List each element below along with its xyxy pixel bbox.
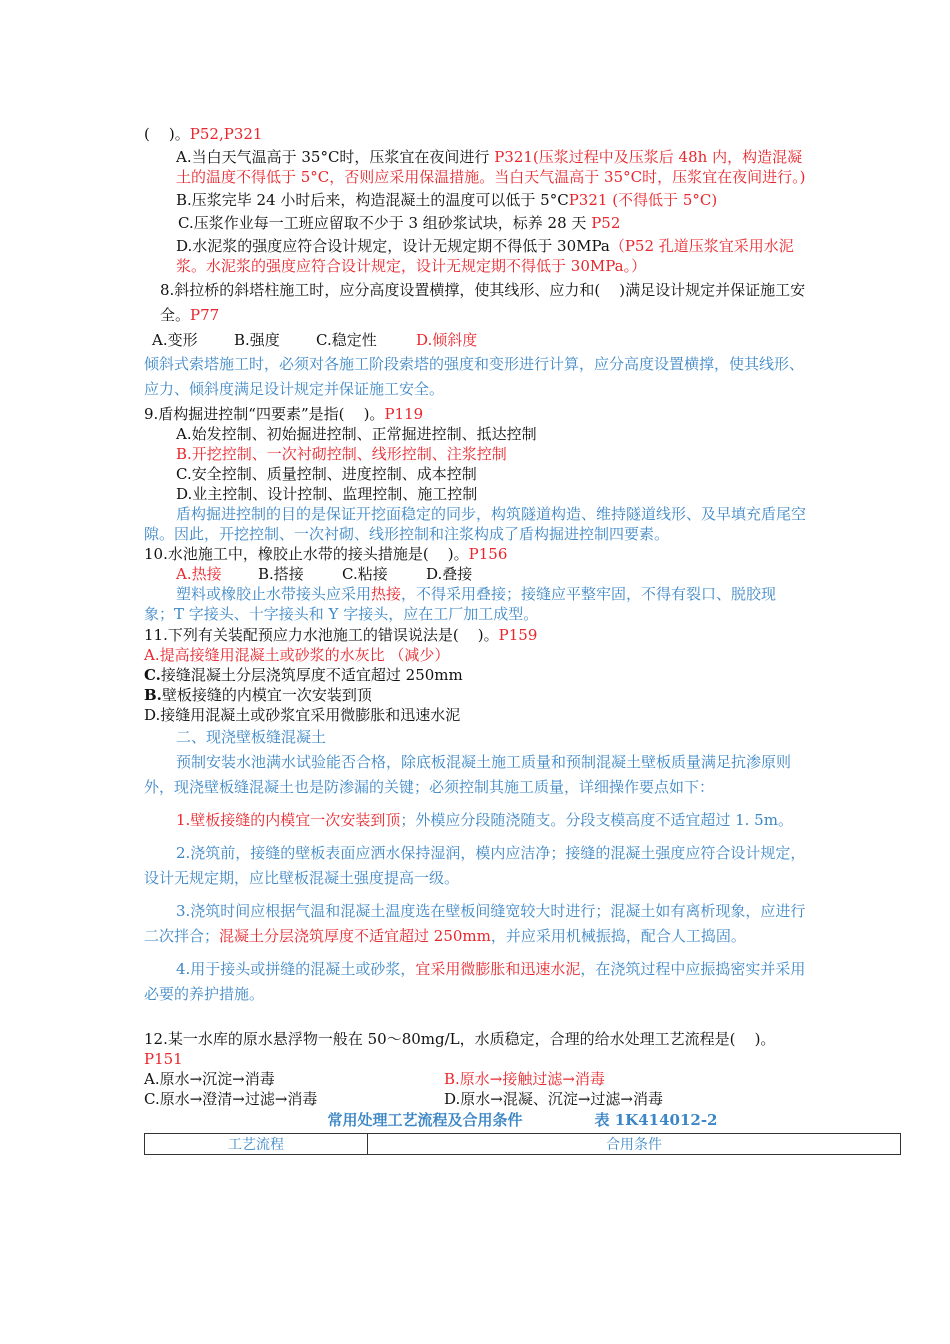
q8-option-c: C.稳定性 <box>316 331 377 349</box>
q11-ref: P159 <box>498 626 538 644</box>
q7-lead-ref: P52,P321 <box>189 125 263 143</box>
table-header-process: 工艺流程 <box>145 1134 368 1155</box>
q9-option-d: D.业主控制、设计控制、监理控制、施工控制 <box>176 485 478 503</box>
q10-explanation-part2: ，不得采用叠接；接缝应平整牢固，不得有裂口、脱胶现象；T 字接头、十字接头和 Y 字接头，应在工厂加工成型。 <box>144 585 777 623</box>
q8-option-a: A.变形 <box>152 331 198 349</box>
q7-option-b-note: P321 (不得低于 5°C) <box>568 191 718 209</box>
q9-ref: P119 <box>384 405 424 423</box>
table-caption-number: 表 1K414012-2 <box>594 1111 718 1129</box>
q11-option-c <box>144 665 806 685</box>
q10-option-d: D.叠接 <box>426 565 473 583</box>
q7-lead-text: ( )。 <box>144 125 190 143</box>
q12-options-row-2 <box>144 1089 806 1109</box>
q8-explanation: 倾斜式索塔施工时，必须对各施工阶段索塔的强度和变形进行计算，应分高度设置横撑，使其线形、应力、倾斜度满足设计规定并保证施工安全。 <box>144 355 805 398</box>
q8-stem <box>144 278 806 328</box>
section-point-4-text-b: ，在浇筑过程中应振捣密实并采用必要的养护措施。 <box>144 960 806 1003</box>
q10-stem-text: 10.水池施工中，橡胶止水带的接头措施是( )。 <box>144 545 469 563</box>
q10-options <box>144 564 806 584</box>
q11-option-b-text: 壁板接缝的内模宜一次安装到顶 <box>161 686 372 704</box>
q9-stem <box>144 404 806 424</box>
q10-stem <box>144 544 806 564</box>
q12-ref: P151 <box>144 1050 183 1068</box>
q10-explanation-highlight: 热接 <box>371 585 402 603</box>
document-page <box>144 124 806 1155</box>
section-point-1-highlight: 1.壁板接缝的内模宜一次安装到顶 <box>176 811 401 829</box>
section-point-3-text-b: ，并应采用机械振捣，配合人工捣固。 <box>490 927 746 945</box>
q11-option-c-letter: C. <box>144 666 161 684</box>
q7-option-a <box>144 147 806 187</box>
q7-option-d <box>144 236 806 276</box>
section-point-3 <box>144 899 806 949</box>
q7-option-a-note: P321(压浆过程中及压浆后 48h 内，构造混凝土的温度不得低于 5°C，否则应采用保温措施。当白天气温高于 35°C时，压浆宜在夜间进行。) <box>176 148 806 186</box>
section-heading: 二、现浇壁板缝混凝土 <box>176 728 327 746</box>
section-intro: 预制安装水池满水试验能否合格，除底板混凝土施工质量和预制混凝土壁板质量满足抗渗原则外，现浇壁板缝混凝土也是防渗漏的关键；必须控制其施工质量，详细操作要点如下： <box>144 753 792 796</box>
section-point-4-text-a: 4.用于接头或拼缝的混凝土或砂浆， <box>176 960 416 978</box>
q7-option-b-text: B.压浆完毕 24 小时后来，构造混凝土的温度可以低于 5°C <box>176 191 569 209</box>
q10-option-a: A.热接 <box>176 565 222 583</box>
q12-option-c: C.原水→澄清→过滤→消毒 <box>144 1090 318 1108</box>
q12-option-d: D.原水→混凝、沉淀→过滤→消毒 <box>444 1090 663 1108</box>
q12-stem-text: 12.某一水库的原水悬浮物一般在 50～80mg/L，水质稳定，合理的给水处理工艺流程是( )。 <box>144 1030 776 1048</box>
section-point-1 <box>144 808 806 833</box>
q7-option-c-text: C.压浆作业每一工班应留取不少于 3 组砂浆试块，标养 28 天 <box>178 214 592 232</box>
q11-option-b <box>144 685 806 705</box>
q7-lead <box>144 124 806 144</box>
q8-stem-text: 8.斜拉桥的斜塔柱施工时，应分高度设置横撑，使其线形、应力和( )满足设计规定并保证施工安全。 <box>160 281 806 324</box>
q8-ref: P77 <box>190 306 220 324</box>
q10-explanation-part1: 塑料或橡胶止水带接头应采用 <box>176 585 372 603</box>
q11-option-a: A.提高接缝用混凝土或砂浆的水灰比 （减少） <box>144 646 450 664</box>
q11-option-b-letter: B. <box>144 686 162 704</box>
q9-stem-text: 9.盾构掘进控制“四要素”是指( )。 <box>144 405 385 423</box>
q7-option-d-note: （P52 孔道压浆宜采用水泥浆。水泥浆的强度应符合设计规定，设计无规定期不得低于 30MPa。） <box>176 237 794 275</box>
table-caption <box>144 1109 901 1131</box>
q7-option-d-text: D.水泥浆的强度应符合设计规定，设计无规定期不得低于 30MPa <box>176 237 610 255</box>
q12-option-b: B.原水→接触过滤→消毒 <box>444 1070 605 1088</box>
q10-explanation <box>144 584 806 624</box>
process-table <box>144 1133 901 1155</box>
q10-option-c: C.粘接 <box>342 565 388 583</box>
section-point-4-highlight: 宜采用微膨胀和迅速水泥 <box>415 960 581 978</box>
section-point-3-highlight: 混凝土分层浇筑厚度不适宜超过 250mm <box>219 927 491 945</box>
section-point-2: 2.浇筑前，接缝的壁板表面应洒水保持湿润，模内应洁净；接缝的混凝土强度应符合设计规定，设计无规定期，应比壁板混凝土强度提高一级。 <box>144 844 806 887</box>
q7-option-c-note: P52 <box>591 214 621 232</box>
q9-option-c: C.安全控制、质量控制、进度控制、成本控制 <box>176 465 477 483</box>
table-caption-title: 常用处理工艺流程及合用条件 <box>327 1111 523 1129</box>
q7-option-a-text: A.当白天气温高于 35°C时，压浆宜在夜间进行 <box>176 148 495 166</box>
section-point-3-text-a: 3.浇筑时间应根据气温和混凝土温度选在壁板间缝宽较大时进行；混凝土如有离析现象，应进行二次拌合； <box>144 902 806 945</box>
q8-option-b: B.强度 <box>234 331 280 349</box>
q12-options-row-1 <box>144 1069 806 1089</box>
section-point-1-text: ；外模应分段随浇随支。分段支模高度不适宜超过 1. 5m。 <box>400 811 793 829</box>
q7-option-b <box>144 190 806 210</box>
q12-stem <box>144 1029 806 1069</box>
q10-ref: P156 <box>468 545 508 563</box>
q9-option-b: B.开挖控制、一次衬砌控制、线形控制、注浆控制 <box>176 445 507 463</box>
q8-option-d: D.倾斜度 <box>416 331 478 349</box>
q7-option-c <box>144 213 806 233</box>
q11-stem <box>144 625 806 645</box>
q12-option-a: A.原水→沉淀→消毒 <box>144 1070 275 1088</box>
table-header-row <box>145 1134 901 1155</box>
q11-stem-text: 11.下列有关装配预应力水池施工的错误说法是( )。 <box>144 626 499 644</box>
table-header-conditions: 合用条件 <box>368 1134 901 1155</box>
q10-option-b: B.搭接 <box>258 565 304 583</box>
q9-explanation: 盾构掘进控制的目的是保证开挖面稳定的同步，构筑隧道构造、维持隧道线形、及早填充盾尾空隙。因此，开挖控制、一次衬砌、线形控制和注浆构成了盾构掘进控制四要素。 <box>144 505 807 543</box>
q8-options <box>144 328 806 352</box>
section-point-4 <box>144 957 806 1007</box>
q11-option-d: D.接缝用混凝土或砂浆宜采用微膨胀和迅速水泥 <box>144 706 461 724</box>
q9-option-a: A.始发控制、初始掘进控制、正常掘进控制、抵达控制 <box>176 425 537 443</box>
q11-option-c-text: 接缝混凝土分层浇筑厚度不适宜超过 250mm <box>160 666 463 684</box>
